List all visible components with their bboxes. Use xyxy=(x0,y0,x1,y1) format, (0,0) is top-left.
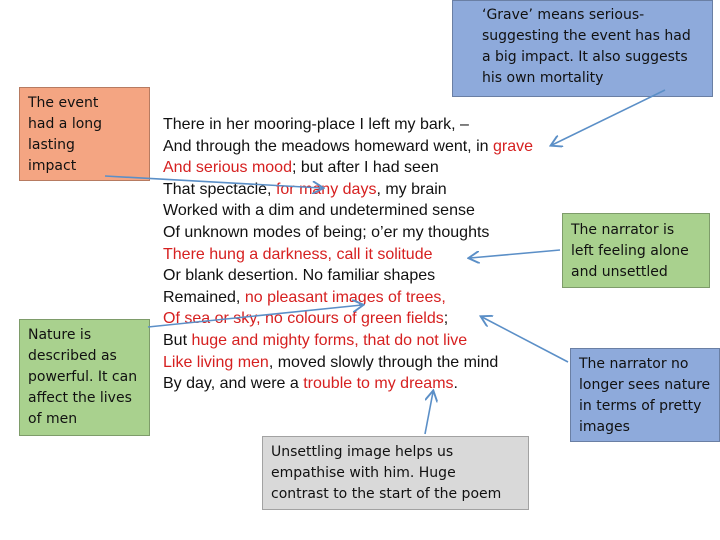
annotation-line: suggesting the event has had xyxy=(482,28,691,44)
annotation-line: empathise with him. Huge xyxy=(271,465,456,481)
annotation-line: powerful. It can xyxy=(28,369,138,385)
poem-text: Of unknown modes of being; o’er my thoughts xyxy=(163,223,490,241)
annotation-line: of men xyxy=(28,411,78,427)
annotation-line: ‘Grave’ means serious- xyxy=(482,7,645,23)
annotation-line: and unsettled xyxy=(571,264,668,280)
annotation-line: lasting xyxy=(28,137,75,153)
annotation-line: The narrator no xyxy=(579,356,689,372)
poem-text: , moved slowly through the mind xyxy=(268,353,499,371)
arrow-narrator-nature xyxy=(482,317,568,362)
arrow-nature xyxy=(148,305,362,327)
annotation-line: images xyxy=(579,419,630,435)
poem-text: By day, and were a xyxy=(163,375,304,393)
poem-text: . xyxy=(453,375,458,393)
annotation-line: described as xyxy=(28,348,117,364)
poem-text: ; but after I had seen xyxy=(291,159,439,177)
arrow-lasting-impact xyxy=(105,176,322,188)
annotation-line: affect the lives xyxy=(28,390,132,406)
poem-text: But xyxy=(163,331,192,349)
poem-text: Remained, xyxy=(163,288,245,306)
highlighted-phrase: for many days xyxy=(275,180,377,198)
annotation-line: The narrator is xyxy=(571,222,675,238)
annotation-line: contrast to the start of the poem xyxy=(271,486,502,502)
highlighted-phrase: huge and mighty forms, that do not live xyxy=(191,331,468,349)
highlighted-phrase: grave xyxy=(492,137,533,155)
poem-text: And through the meadows homeward went, in xyxy=(163,137,493,155)
poem-text: Or blank desertion. No familiar shapes xyxy=(163,267,436,285)
annotation-line: Unsettling image helps us xyxy=(271,444,454,460)
arrow-unsettling xyxy=(425,392,433,434)
poem-text: There in her mooring-place I left my bark, – xyxy=(163,116,469,133)
annotation-line: a big impact. It also suggests xyxy=(482,49,688,65)
annotation-line: in terms of pretty xyxy=(579,398,702,414)
poem-text: That spectacle, xyxy=(163,180,276,198)
poem-text: Worked with a dim and undetermined sense xyxy=(163,202,475,220)
annotation-line: his own mortality xyxy=(482,70,604,86)
annotation-line: had a long xyxy=(28,116,103,132)
highlighted-phrase: no pleasant images of trees, xyxy=(244,288,446,306)
annotation-line: longer sees nature xyxy=(579,377,711,393)
highlighted-phrase: There hung a darkness, call it solitude xyxy=(163,245,433,263)
annotation-line: impact xyxy=(28,158,77,174)
annotation-line: The event xyxy=(28,95,99,111)
arrow-grave xyxy=(552,90,665,145)
annotation-line: Nature is xyxy=(28,327,92,343)
poem-text: ; xyxy=(443,310,449,328)
highlighted-phrase: Of sea or sky, no colours of green fields xyxy=(163,310,444,328)
highlighted-phrase: And serious mood xyxy=(163,159,292,177)
arrow-narrator-alone xyxy=(470,250,560,258)
highlighted-phrase: trouble to my dreams xyxy=(303,375,454,393)
poem-text: , my brain xyxy=(376,180,447,198)
highlighted-phrase: Like living men xyxy=(163,353,269,371)
annotation-line: left feeling alone xyxy=(571,243,689,259)
